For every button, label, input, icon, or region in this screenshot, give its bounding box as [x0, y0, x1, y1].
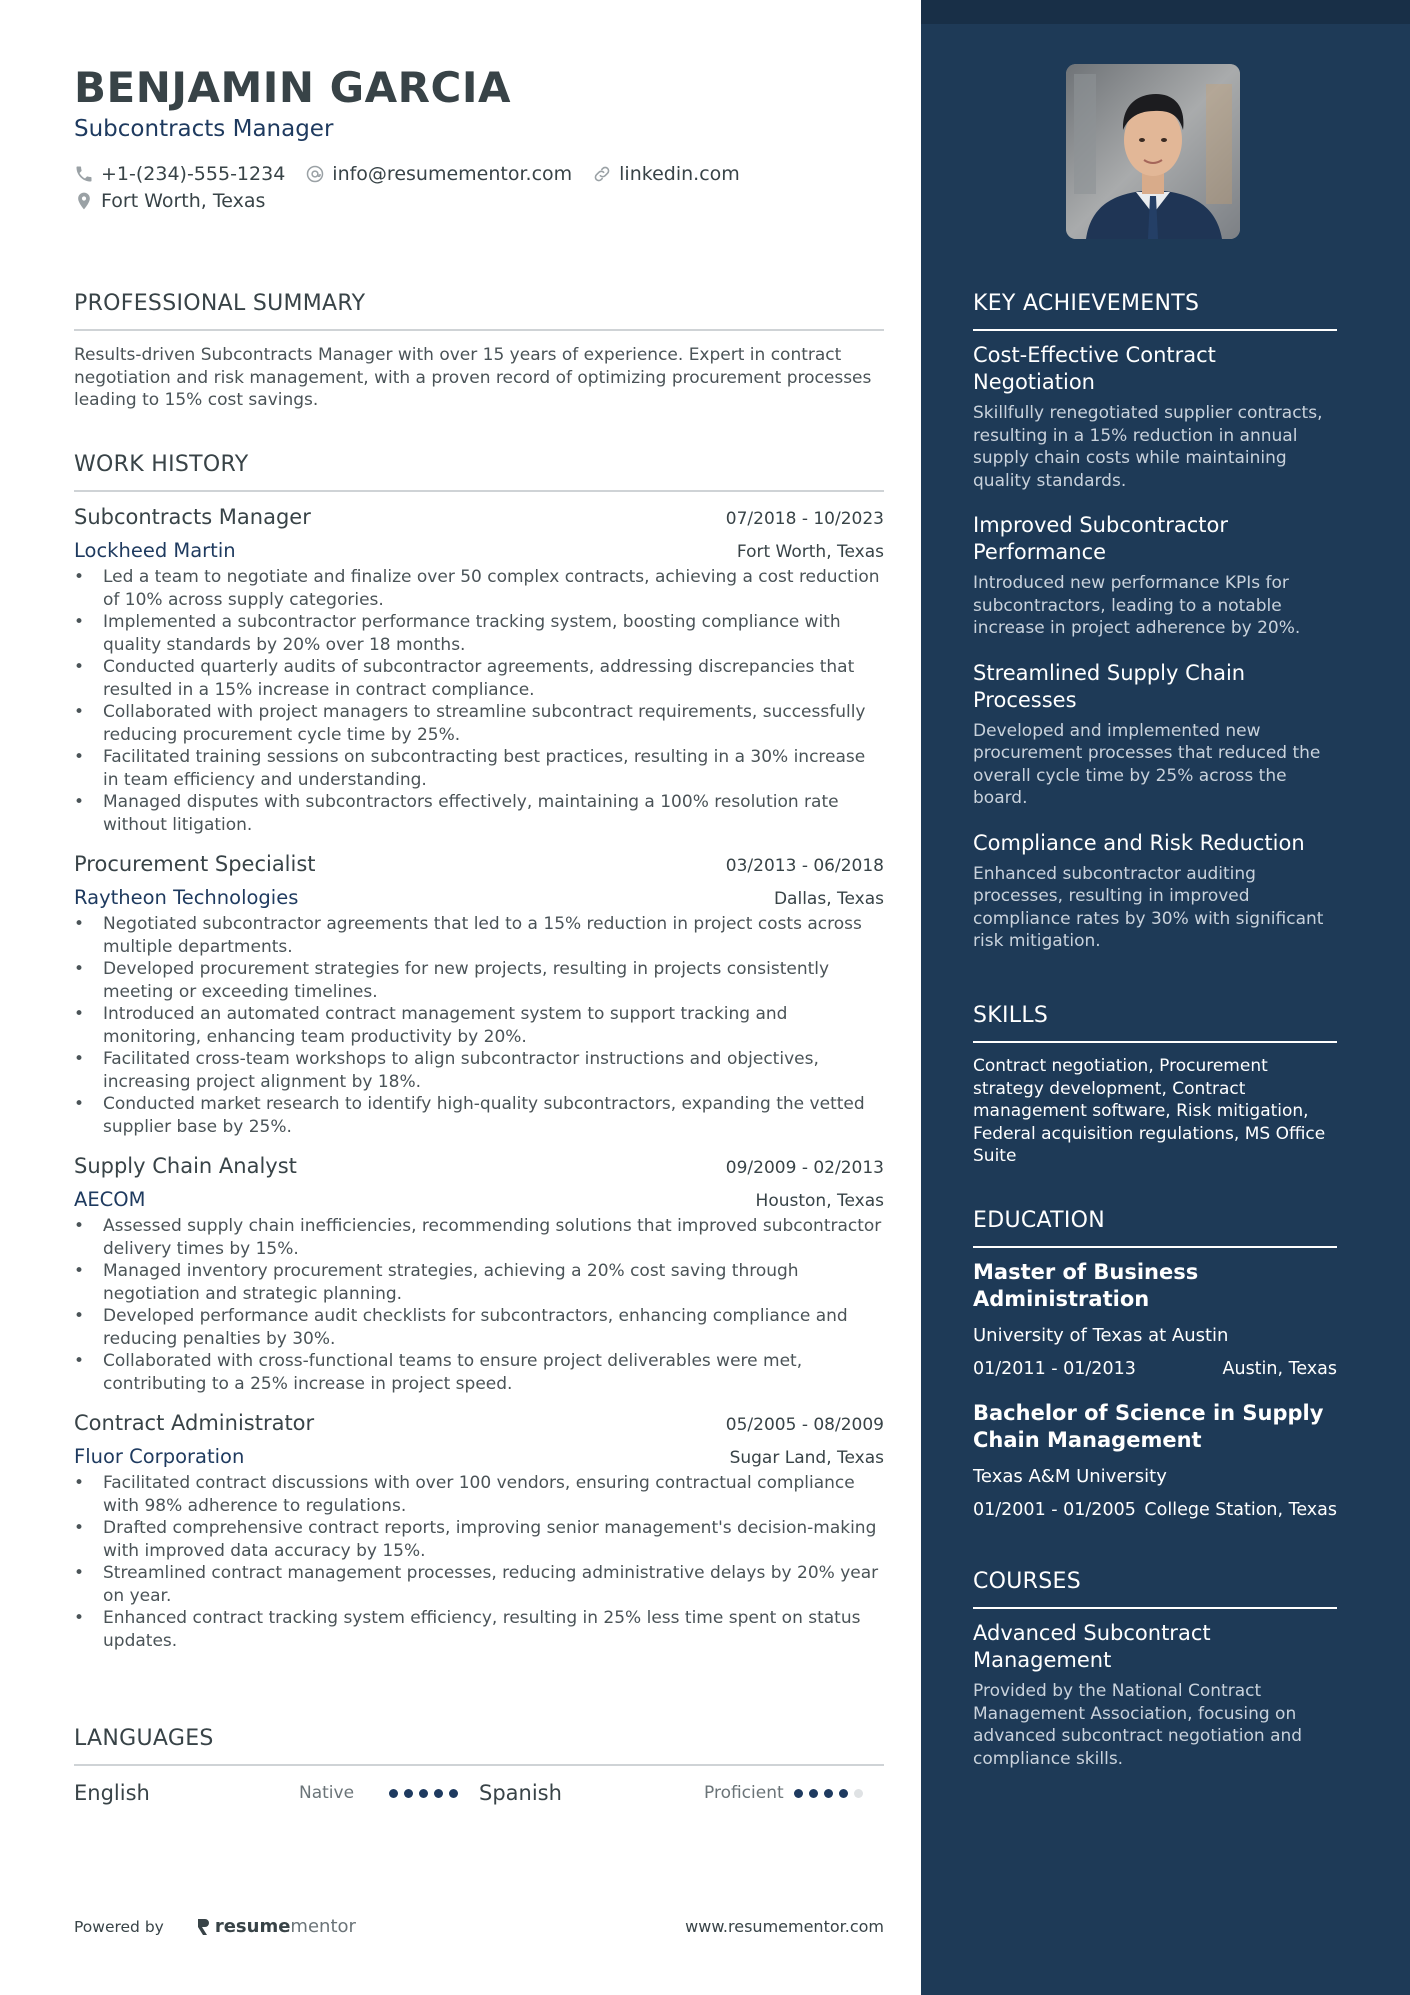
- linkedin-text: linkedin.com: [619, 163, 740, 185]
- phone-contact[interactable]: [74, 163, 285, 185]
- phone-text: +1-(234)-555-1234: [101, 163, 286, 185]
- job-dates: 05/2005 - 08/2009: [725, 1415, 884, 1436]
- rating-dot-filled: [824, 1789, 833, 1798]
- course-item: [973, 1620, 1337, 1770]
- contact-info: [74, 160, 884, 215]
- section-heading: EDUCATION: [973, 1208, 1106, 1233]
- rating-dot-filled: [449, 1789, 458, 1798]
- achievement-title: Cost-Effective Contract Negotiation: [973, 343, 1216, 395]
- list-item: • Streamlined contract management processes, reducing administrative delays by 20% year on year.: [74, 1562, 884, 1607]
- education-school: University of Texas at Austin: [973, 1325, 1229, 1347]
- section-divider: [74, 1764, 884, 1766]
- language-level: Native: [299, 1783, 355, 1804]
- job-dates: 07/2018 - 10/2023: [725, 509, 884, 530]
- job-title: Contract Administrator: [74, 1411, 315, 1436]
- achievement-item: [973, 342, 1337, 492]
- job-company: Lockheed Martin: [74, 539, 236, 563]
- rating-dot-filled: [794, 1789, 803, 1798]
- section-heading: PROFESSIONAL SUMMARY: [74, 291, 366, 316]
- list-item: • Facilitated contract discussions with over 100 vendors, ensuring contractual compliance with 98% adherence to regulations.: [74, 1472, 884, 1517]
- job-location: Sugar Land, Texas: [729, 1448, 884, 1469]
- job-bullets: [74, 1215, 884, 1395]
- list-item: • Introduced an automated contract management system to support tracking and monitoring, enhancing team productivity by 20%.: [74, 1003, 884, 1048]
- languages-section: [74, 1726, 884, 1808]
- list-item: • Enhanced contract tracking system efficiency, resulting in 25% less time spent on status updates.: [74, 1607, 884, 1652]
- job-company: AECOM: [74, 1188, 146, 1212]
- achievement-text: Enhanced subcontractor auditing processes, resulting in improved compliance rates by 30% with significant risk mitigation.: [973, 863, 1324, 952]
- location-pin-icon: [74, 191, 94, 211]
- list-item: • Managed disputes with subcontractors effectively, maintaining a 100% resolution rate without litigation.: [74, 791, 884, 836]
- job-dates: 09/2009 - 02/2013: [725, 1158, 884, 1179]
- list-item: • Negotiated subcontractor agreements that led to a 15% reduction in project costs across multiple departments.: [74, 913, 884, 958]
- link-icon: [592, 164, 612, 184]
- list-item: • Developed procurement strategies for new projects, resulting in projects consistently meeting or exceeding timelines.: [74, 958, 884, 1003]
- list-item: • Collaborated with cross-functional teams to ensure project deliverables were met, contributing to a 25% increase in project speed.: [74, 1350, 884, 1395]
- list-item: • Implemented a subcontractor performance tracking system, boosting compliance with quality standards by 20% over 18 months.: [74, 611, 884, 656]
- education-dates: 01/2001 - 01/2005: [973, 1500, 1136, 1521]
- phone-icon: [74, 164, 94, 184]
- footer: [74, 1916, 884, 1937]
- sidebar: [921, 0, 1410, 1995]
- language-level: Proficient: [704, 1783, 784, 1804]
- section-divider: [973, 1607, 1337, 1609]
- language-english: [74, 1781, 479, 1805]
- at-icon: [305, 164, 325, 184]
- language-rating: [794, 1789, 869, 1798]
- achievement-text: Skillfully renegotiated supplier contracts, resulting in a 15% reduction in annual supply chain costs while maintaining quality standards.: [973, 403, 1323, 491]
- skills-text: Contract negotiation, Procurement strategy development, Contract management software, Risk mitigation, Federal acquisition regulations, MS Office Suite: [973, 1056, 1326, 1167]
- brand-name-bold: resume: [214, 1916, 291, 1937]
- education-school: Texas A&M University: [973, 1466, 1167, 1488]
- section-divider: [74, 329, 884, 331]
- education-item: [973, 1259, 1337, 1379]
- candidate-name: BENJAMIN GARCIA: [74, 63, 511, 112]
- job-title: Supply Chain Analyst: [74, 1154, 297, 1179]
- education-degree: Bachelor of Science in Supply Chain Management: [973, 1401, 1324, 1453]
- education-location: College Station, Texas: [1144, 1500, 1337, 1521]
- section-heading: KEY ACHIEVEMENTS: [973, 291, 1200, 316]
- list-item: • Drafted comprehensive contract reports, improving senior management's decision-making with improved data accuracy by 15%.: [74, 1517, 884, 1562]
- section-divider: [973, 329, 1337, 331]
- education-dates: 01/2011 - 01/2013: [973, 1359, 1136, 1380]
- job-bullets: [74, 1472, 884, 1652]
- location-text: Fort Worth, Texas: [101, 190, 266, 212]
- section-heading: COURSES: [973, 1569, 1081, 1594]
- email-text: info@resumementor.com: [332, 163, 573, 185]
- sidebar-top-band: [921, 0, 1410, 24]
- job-company: Raytheon Technologies: [74, 886, 299, 910]
- list-item: • Conducted quarterly audits of subcontractor agreements, addressing discrepancies that resulted in a 15% increase in contract compliance.: [74, 656, 884, 701]
- brand-logo[interactable]: [196, 1916, 356, 1937]
- powered-by: [74, 1916, 356, 1937]
- language-spanish: [479, 1781, 884, 1805]
- section-heading: LANGUAGES: [74, 1726, 214, 1751]
- skills-section: [973, 1003, 1337, 1168]
- list-item: • Developed performance audit checklists for subcontractors, enhancing compliance and reducing penalties by 30%.: [74, 1305, 884, 1350]
- rating-dot-filled: [389, 1789, 398, 1798]
- course-text: Provided by the National Contract Management Association, focusing on advanced subcontract negotiation and compliance skills.: [973, 1681, 1303, 1769]
- achievement-text: Developed and implemented new procurement processes that reduced the overall cycle time by 25% across the board.: [973, 720, 1321, 809]
- rating-dot-filled: [809, 1789, 818, 1798]
- education-section: [973, 1208, 1337, 1520]
- profile-photo: [1066, 64, 1240, 239]
- list-item: • Facilitated cross-team workshops to align subcontractor instructions and objectives, increasing project alignment by 18%.: [74, 1048, 884, 1093]
- summary-text: Results-driven Subcontracts Manager with over 15 years of experience. Expert in contract negotiation and risk management, with a proven record of optimizing procurement processes leading to 15% cost savings.: [74, 345, 872, 411]
- job-bullets: [74, 913, 884, 1138]
- job-location: Fort Worth, Texas: [736, 542, 884, 563]
- job-company: Fluor Corporation: [74, 1445, 245, 1469]
- course-title: Advanced Subcontract Management: [973, 1621, 1211, 1673]
- section-divider: [74, 490, 884, 492]
- language-rating: [389, 1789, 464, 1798]
- linkedin-contact[interactable]: [592, 163, 740, 185]
- rating-dot-empty: [854, 1789, 863, 1798]
- achievement-title: Compliance and Risk Reduction: [973, 830, 1305, 855]
- achievement-item: [973, 660, 1337, 810]
- list-item: • Managed inventory procurement strategies, achieving a 20% cost saving through negotiation and strategic planning.: [74, 1260, 884, 1305]
- job-entry: [74, 852, 884, 1138]
- education-location: Austin, Texas: [1222, 1359, 1337, 1380]
- location-contact: [74, 190, 265, 212]
- achievement-item: [973, 512, 1337, 640]
- job-entry: [74, 1154, 884, 1395]
- email-contact[interactable]: [305, 163, 572, 185]
- resumementor-logo-icon: [196, 1917, 210, 1937]
- language-name: Spanish: [479, 1781, 562, 1806]
- job-entry: [74, 505, 884, 836]
- work-history-section: [74, 452, 884, 1652]
- education-item: [973, 1400, 1337, 1520]
- rating-dot-filled: [434, 1789, 443, 1798]
- education-degree: Master of Business Administration: [973, 1260, 1199, 1312]
- list-item: • Led a team to negotiate and finalize over 50 complex contracts, achieving a cost reduction of 10% across supply categories.: [74, 566, 884, 611]
- list-item: • Facilitated training sessions on subcontracting best practices, resulting in a 30% increase in team efficiency and understanding.: [74, 746, 884, 791]
- job-location: Dallas, Texas: [773, 889, 884, 910]
- list-item: • Collaborated with project managers to streamline subcontract requirements, successfully reducing procurement cycle time by 25%.: [74, 701, 884, 746]
- section-heading: SKILLS: [973, 1003, 1049, 1028]
- professional-summary-section: [74, 291, 884, 412]
- achievement-text: Introduced new performance KPIs for subcontractors, leading to a notable increase in project adherence by 20%.: [973, 573, 1301, 639]
- brand-name-light: mentor: [290, 1916, 356, 1937]
- job-location: Houston, Texas: [755, 1191, 884, 1212]
- rating-dot-filled: [404, 1789, 413, 1798]
- candidate-title: Subcontracts Manager: [74, 116, 334, 142]
- language-name: English: [74, 1781, 150, 1806]
- job-entry: [74, 1411, 884, 1652]
- achievement-title: Improved Subcontractor Performance: [973, 513, 1229, 565]
- job-title: Subcontracts Manager: [74, 505, 311, 530]
- achievement-title: Streamlined Supply Chain Processes: [973, 660, 1246, 712]
- courses-section: [973, 1569, 1337, 1770]
- section-divider: [973, 1041, 1337, 1043]
- achievement-item: [973, 830, 1337, 953]
- key-achievements-section: [973, 291, 1337, 953]
- section-heading: WORK HISTORY: [74, 452, 249, 477]
- rating-dot-filled: [419, 1789, 428, 1798]
- rating-dot-filled: [839, 1789, 848, 1798]
- list-item: • Conducted market research to identify high-quality subcontractors, expanding the vetted supplier base by 25%.: [74, 1093, 884, 1138]
- footer-website[interactable]: www.resumementor.com: [685, 1917, 884, 1936]
- job-bullets: [74, 566, 884, 836]
- job-title: Procurement Specialist: [74, 852, 316, 877]
- section-divider: [973, 1246, 1337, 1248]
- profile-photo-image: [1066, 64, 1240, 239]
- job-dates: 03/2013 - 06/2018: [725, 856, 884, 877]
- list-item: • Assessed supply chain inefficiencies, recommending solutions that improved subcontractor delivery times by 15%.: [74, 1215, 884, 1260]
- powered-by-label: Powered by: [74, 1917, 164, 1936]
